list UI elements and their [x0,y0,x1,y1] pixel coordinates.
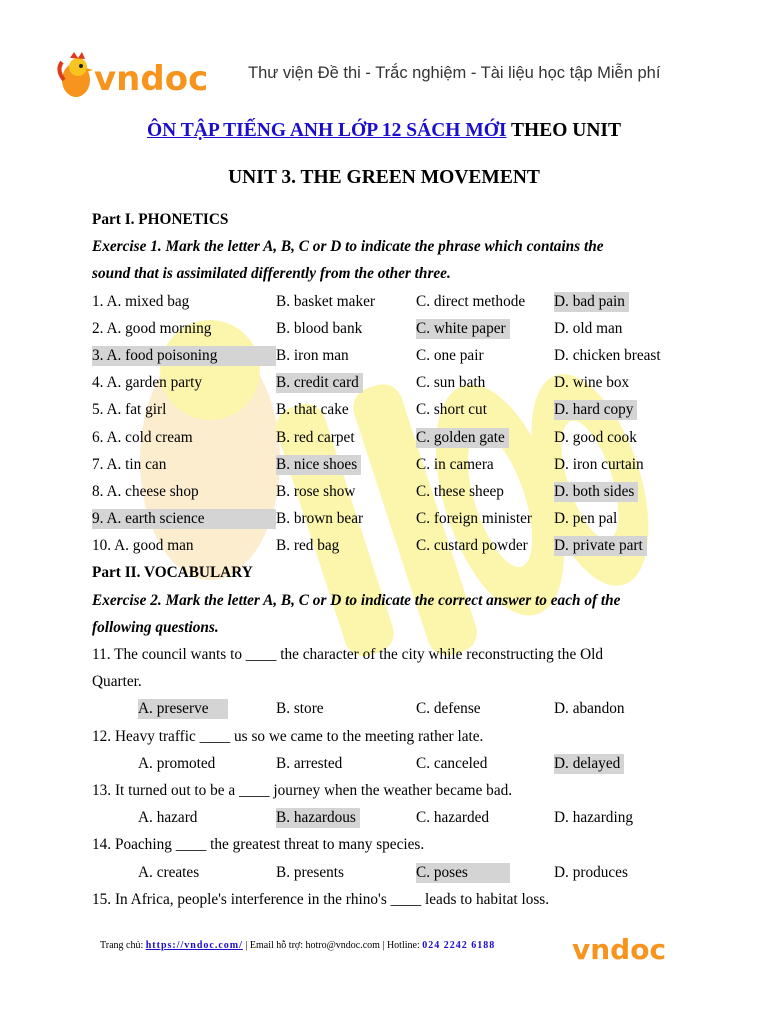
option-c[interactable] [416,288,525,315]
option-a-label-highlighted: A. preserve [138,699,228,719]
option-d-label: D. old man [554,319,623,337]
option-a-label: A. hazard [138,809,198,827]
option-d[interactable] [554,532,647,559]
option-c[interactable] [416,859,510,886]
option-d-label: D. wine box [554,374,630,392]
option-a[interactable] [92,451,166,478]
option-a-label: 7. A. tin can [92,455,167,473]
option-a[interactable] [138,804,197,831]
exercise1-instruction-line2: sound that is assimilated differently from the other three. [92,265,451,283]
option-b[interactable] [276,342,349,369]
option-a-label-highlighted: 3. A. food poisoning [92,346,276,366]
footer-home-link[interactable]: https://vndoc.com/ [145,940,243,951]
option-b-label-highlighted: B. hazardous [276,808,360,828]
option-b[interactable] [276,451,361,478]
option-c-label: C. custard powder [416,537,528,555]
option-c-label-highlighted: C. golden gate [416,428,509,448]
option-d-label: D. hazarding [554,809,634,827]
question-12-options [92,750,692,777]
option-a[interactable] [138,750,215,777]
option-b[interactable] [276,859,344,886]
footer-contact-text: | Email hỗ trợ: hotro@vndoc.com | Hotline: [242,940,423,951]
option-c-label: C. canceled [416,754,488,772]
option-b[interactable] [276,396,349,423]
option-b[interactable] [276,369,363,396]
option-c-label: C. foreign minister [416,510,532,528]
option-d[interactable] [554,315,622,342]
phonetics-question-row [92,424,692,451]
question-12-stem: 12. Heavy traffic ____ us so we came to the meeting rather late. [92,727,484,745]
option-b-label: B. rose show [276,482,356,500]
option-b[interactable] [276,478,355,505]
option-b-label: B. red bag [276,537,340,555]
option-b-label: B. red carpet [276,428,355,446]
option-d[interactable] [554,478,638,505]
option-b[interactable] [276,750,342,777]
option-a[interactable] [92,424,193,451]
option-d-label: D. abandon [554,700,625,718]
option-a-label: 4. A. garden party [92,374,203,392]
question-15-stem: 15. In Africa, people's interference in the rhino's ____ leads to habitat loss. [92,890,550,908]
option-c[interactable] [416,369,485,396]
worksheet-content [92,206,692,913]
part1-heading: Part I. PHONETICS [92,211,229,228]
option-a[interactable] [138,695,228,722]
option-c[interactable] [416,424,509,451]
option-a-label: 1. A. mixed bag [92,292,190,310]
option-d-label: D. pen pal [554,510,618,528]
question-14-stem: 14. Poaching ____ the greatest threat to many species. [92,836,425,854]
option-a-label: 10. A. good man [92,537,194,555]
option-c-label: C. in camera [416,455,494,473]
option-a[interactable] [92,288,189,315]
phonetics-question-row [92,288,692,315]
option-a-label: 5. A. fat girl [92,401,167,419]
option-c-label: C. direct methode [416,292,526,310]
phonetics-question-list [92,288,692,560]
option-b[interactable] [276,532,339,559]
option-d[interactable] [554,424,637,451]
option-a[interactable] [92,315,211,342]
option-a-label: 8. A. cheese shop [92,482,199,500]
option-b[interactable] [276,695,324,722]
option-b-label: B. store [276,700,324,718]
footer-logo-text: vndoc [572,934,667,964]
option-a-label-highlighted: 9. A. earth science [92,509,276,529]
option-d[interactable] [554,369,629,396]
option-d[interactable] [554,505,617,532]
question-14-options [92,859,692,886]
option-b-label: B. that cake [276,401,349,419]
footer-home-label: Trang chủ: [100,940,146,951]
title-rest: THEO UNIT [506,120,622,141]
question-13-options [92,804,692,831]
option-b[interactable] [276,315,362,342]
rooster-icon [59,52,93,97]
vndoc-logo[interactable] [56,50,216,102]
option-a[interactable] [92,478,199,505]
option-b[interactable] [276,804,360,831]
page-footer [100,940,495,951]
phonetics-question-row [92,505,692,532]
option-a-label: 2. A. good morning [92,319,212,337]
exercise2-instruction-line1: Exercise 2. Mark the letter A, B, C or D to indicate the correct answer to each of the [92,591,621,609]
option-b-label-highlighted: B. credit card [276,373,363,393]
option-a-label: 6. A. cold cream [92,428,193,446]
option-d-label-highlighted: D. delayed [554,754,624,774]
header-tagline: Thư viện Đề thi - Trắc nghiệm - Tài liệu học tập Miễn phí [248,64,661,82]
option-c-label: C. defense [416,700,481,718]
option-d-label: D. good cook [554,428,637,446]
option-b[interactable] [276,505,363,532]
option-c-label: C. short cut [416,401,487,419]
option-c[interactable] [416,342,484,369]
exercise1-instruction-line1: Exercise 1. Mark the letter A, B, C or D to indicate the phrase which contains the [92,238,604,256]
option-a[interactable] [92,342,276,369]
option-d[interactable] [554,342,661,369]
option-b-label: B. iron man [276,346,349,364]
title-link[interactable]: ÔN TẬP TIẾNG ANH LỚP 12 SÁCH MỚI [146,120,507,141]
option-d[interactable] [554,695,625,722]
option-a[interactable] [138,859,199,886]
option-c[interactable] [416,804,489,831]
option-d-label: D. iron curtain [554,455,644,473]
option-d-label-highlighted: D. both sides [554,482,638,502]
option-d-label: D. produces [554,863,628,881]
exercise2-instruction-line2: following questions. [92,618,219,636]
phonetics-question-row [92,396,692,423]
option-b-label-highlighted: B. nice shoes [276,455,361,475]
option-d[interactable] [554,288,629,315]
option-d[interactable] [554,750,624,777]
phonetics-question-row [92,532,692,559]
option-c-label: C. one pair [416,346,484,364]
phonetics-question-row [92,315,692,342]
footer-vndoc-logo[interactable] [572,934,672,964]
part2-heading: Part II. VOCABULARY [92,564,253,582]
option-a[interactable] [92,505,276,532]
question-13-stem: 13. It turned out to be a ____ journey when the weather became bad. [92,781,513,799]
option-a-label: A. creates [138,863,200,881]
question-11-stem-line2: Quarter. [92,673,142,691]
option-c-label: C. these sheep [416,482,504,500]
option-b-label: B. presents [276,863,344,881]
option-c-label: C. sun bath [416,374,486,392]
option-b-label: B. basket maker [276,292,375,310]
option-c-label: C. hazarded [416,809,490,827]
option-d-label: D. chicken breast [554,346,661,364]
phonetics-question-row [92,369,692,396]
question-11-options [92,695,692,722]
option-b[interactable] [276,288,375,315]
option-d[interactable] [554,859,628,886]
option-b-label: B. arrested [276,754,343,772]
option-d[interactable] [554,804,633,831]
option-c[interactable] [416,315,510,342]
option-b-label: B. blood bank [276,319,363,337]
option-d-label-highlighted: D. private part [554,536,647,556]
unit-title: UNIT 3. THE GREEN MOVEMENT [228,167,540,188]
option-d[interactable] [554,396,637,423]
option-c-label-highlighted: C. poses [416,863,510,883]
option-d-label-highlighted: D. bad pain [554,292,629,312]
option-c[interactable] [416,695,481,722]
option-a[interactable] [92,396,166,423]
footer-hotline: 024 2242 6188 [422,940,496,951]
option-a[interactable] [92,369,202,396]
question-11-stem-line1: 11. The council wants to ____ the character of the city while reconstructing the Old [92,646,604,663]
option-d[interactable] [554,451,644,478]
option-b-label: B. brown bear [276,510,364,528]
option-c[interactable] [416,532,528,559]
logo-text: vndoc [94,59,209,99]
option-d-label-highlighted: D. hard copy [554,400,637,420]
option-b[interactable] [276,424,355,451]
page-header [0,0,768,110]
option-c[interactable] [416,396,487,423]
option-c[interactable] [416,451,494,478]
option-c[interactable] [416,505,532,532]
phonetics-question-row [92,451,692,478]
option-c[interactable] [416,478,504,505]
option-a-label: A. promoted [138,754,216,772]
page-title [0,120,768,142]
option-a[interactable] [92,532,194,559]
phonetics-question-row [92,478,692,505]
option-c-label-highlighted: C. white paper [416,319,510,339]
option-c[interactable] [416,750,487,777]
phonetics-question-row [92,342,692,369]
